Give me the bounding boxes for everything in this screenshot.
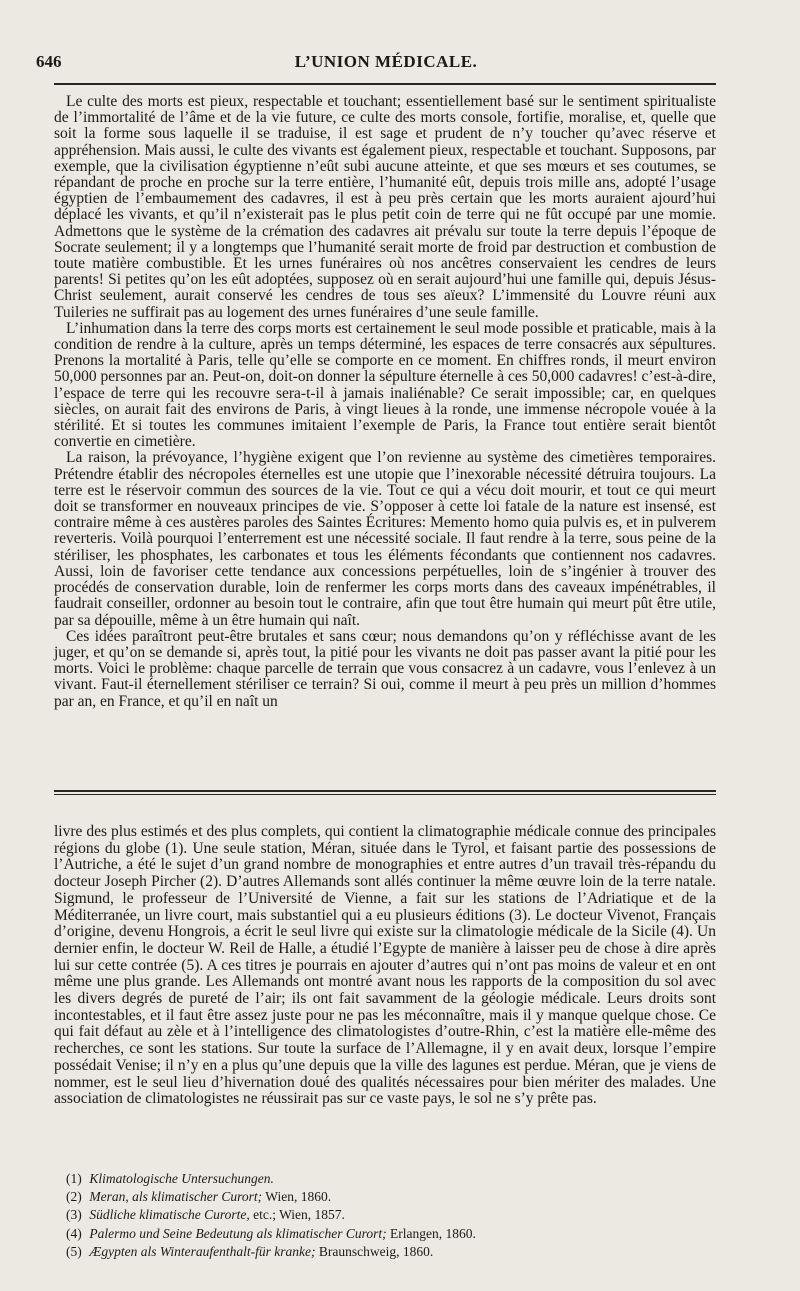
- section-divider: [54, 790, 716, 795]
- footnote-title: Palermo und Seine Bedeutung als klimatischer Curort;: [89, 1225, 387, 1241]
- feuilleton-text: [54, 824, 716, 1108]
- footnote: [66, 1243, 716, 1261]
- footnotes: [66, 1170, 716, 1261]
- paragraph: Ces idées paraîtront peut-être brutales et sans cœur; nous demandons qu’on y réfléchisse avant de les juger, et qu’on se demande si, après tout, la pitié pour les vivants ne doit pas passer avant la pitié pour les morts. Voici le problème: chaque parcelle de terrain que vous consacrez à un cadavre, vous l’enlevez à un vivant. Faut-il éternellement stériliser ce terrain? Si oui, comme il meurt à peu près un million d’hommes par an, en France, et qu’il en naît un: [54, 627, 716, 710]
- header-rule: [54, 83, 716, 85]
- paragraph: L’inhumation dans la terre des corps morts est certainement le seul mode possible et praticable, mais à la condition de rendre à la culture, après un temps déterminé, les espaces de terre consacrés aux sépultures. Prenons la mortalité à Paris, telle qu’elle se comporte en ce moment. En chiffres ronds, il meurt environ 50,000 personnes par an. Peut-on, doit-on donner la sépulture éternelle à ces 50,000 cadavres! c’est-à-dire, l’espace de terre qui les recouvre sera-t-il à jamais inaliénable? Ce serait impossible; car, en quelques siècles, on aurait fait des environs de Paris, à vingt lieues à la ronde, une immense nécropole vouée à la stérilité. Et si toutes les communes imitaient l’exemple de Paris, la France tout entière serait bientôt convertie en cimetière.: [54, 319, 716, 451]
- footnote: [66, 1225, 716, 1243]
- footnote-source: Braunschweig, 1860.: [315, 1243, 434, 1259]
- page-header: [36, 52, 736, 78]
- footnote-number: (2): [66, 1189, 82, 1205]
- paragraph: La raison, la prévoyance, l’hygiène exigent que l’on revienne au système des cimetières temporaires. Prétendre établir des nécropoles éternelles est une utopie que l’inexorable nécessité détruira toujours. La terre est le réservoir commun des sources de la vie. Tout ce qui a vécu doit mourir, et tout ce qui meurt doit se transformer en nouveaux principes de vie. S’opposer à cette loi fatale de la nature est insensé, est contraire même à ces austères paroles des Saintes Écritures: Memento homo quia pulvis es, et in pulverem reverteris. Voilà pourquoi l’enterrement est une nécessité sociale. Il faut rendre à la terre, sous peine de la stériliser, les phosphates, les carbonates et tous les éléments fécondants que contiennent nos cadavres. Aussi, loin de favoriser cette tendance aux concessions perpétuelles, loin de s’ingénier à trouver des procédés de conservation durable, loin de renfermer les corps morts dans des caveaux impénétrables, il faudrait conseiller, ordonner au besoin tout le contraire, afin que tout être humain qui meurt pût être utile, par sa dépouille, même à un être humain qui naît.: [54, 449, 716, 629]
- footnote-number: (5): [66, 1243, 82, 1259]
- paragraph: Le culte des morts est pieux, respectable et touchant; essentiellement basé sur le sentiment spiritualiste de l’immortalité de l’âme et de la vie future, ce culte des morts console, fortifie, moralise, et, quelle que soit la forme sous laquelle il se traduise, il est sage et prudent de n’y toucher qu’avec réserve et appréhension. Mais aussi, le culte des vivants est également pieux, respectable et touchant. Supposons, par exemple, que la civilisation égyptienne n’eût subi aucune atteinte, et que ses mœurs et ses coutumes, se répandant de proche en proche sur la terre entière, l’humanité eût, depuis trois mille ans, adopté l’usage égyptien de l’embaumement des cadavres, il est à peu près certain que les morts auraient ajourd’hui déplacé les vivants, et qu’il n’existerait pas le plus petit coin de terre qui ne fût occupé par une momie. Admettons que le système de la crémation des cadavres ait prévalu sur toute la terre depuis l’époque de Socrate seulement; il y a longtemps que l’humanité serait morte de froid par destruction et combustion de toute matière combustible. Et les urnes funéraires où nos ancêtres conservaient les cendres de leurs parents! Si petites qu’on les eût adoptées, supposez où en serait aujourd’hui une famille qui, depuis Jésus-Christ seulement, aurait conservé les cendres de tous ses aïeux? L’immensité du Louvre réuni aux Tuileries ne suffirait pas au logement des urnes funéraires d’une seule famille.: [54, 93, 716, 321]
- paragraph: livre des plus estimés et des plus complets, qui contient la climatographie médicale connue des principales régions du globe (1). Une seule station, Méran, située dans le Tyrol, et faisant partie des possessions de l’Autriche, a été le sujet d’un grand nombre de monographies et entre autres d’un travail très-répandu du docteur Joseph Pircher (2). D’autres Allemands sont allés continuer la même œuvre loin de la terre natale. Sigmund, le professeur de l’Université de Vienne, a fait sur les stations de l’Adriatique et de la Méditerranée, un livre court, mais substantiel qui a eu plusieurs éditions (3). Le docteur Vivenot, Français d’origine, devenu Hongrois, a écrit le seul livre qui existe sur la climatologie médicale de la Sicile (4). Un dernier enfin, le docteur W. Reil de Halle, a étudié l’Egypte de manière à laisser peu de chose à dire après lui sur cette contrée (5). A ces titres je pourrais en ajouter d’autres qui n’ont pas moins de valeur et en ont même une plus grande. Les Allemands ont montré avant nous les rapports de la composition du sol avec les divers degrés de pureté de l’air; ils ont fait savamment de la géologie médicale. Leurs droits sont incontestables, et il faut être assez juste pour ne pas les méconnaître, mais il y manque quelque chose. Ce qui fait défaut au zèle et à l’intelligence des climatologistes d’outre-Rhin, c’est la matière elle-même des recherches, ce sont les stations. Sur toute la surface de l’Allemagne, il y en avait deux, lorsque l’empire possédait Venise; il n’y en a plus qu’une depuis que la ville des lagunes est perdue. Méran, que je viens de nommer, est le seul lieu d’hivernation doué des qualités nécessaires pour bien mériter des malades. Une association de climatologistes ne réussirait pas sur ce vaste pays, le sol ne s’y prête pas.: [54, 823, 716, 1108]
- footnote-number: (1): [66, 1171, 82, 1186]
- footnote-title: Südliche klimatische Curorte,: [89, 1207, 250, 1223]
- footnote: [66, 1206, 716, 1224]
- footnote-number: (3): [66, 1207, 82, 1223]
- footnote-source: etc.; Wien, 1857.: [249, 1207, 345, 1223]
- footnote-title: Meran, als klimatischer Curort;: [89, 1189, 263, 1205]
- footnote: [66, 1188, 716, 1206]
- footnote-source: Erlangen, 1860.: [386, 1225, 476, 1241]
- footnote-title: Ægypten als Winteraufenthalt-für kranke;: [89, 1243, 316, 1259]
- main-text: [54, 94, 716, 710]
- running-title: L’UNION MÉDICALE.: [294, 52, 478, 71]
- page-number: 646: [36, 52, 62, 71]
- footnote-source: Wien, 1860.: [262, 1189, 332, 1205]
- footnote-number: (4): [66, 1225, 82, 1241]
- footnote-title: Klimatologische Untersuchungen.: [89, 1171, 274, 1186]
- footnote: [66, 1170, 716, 1188]
